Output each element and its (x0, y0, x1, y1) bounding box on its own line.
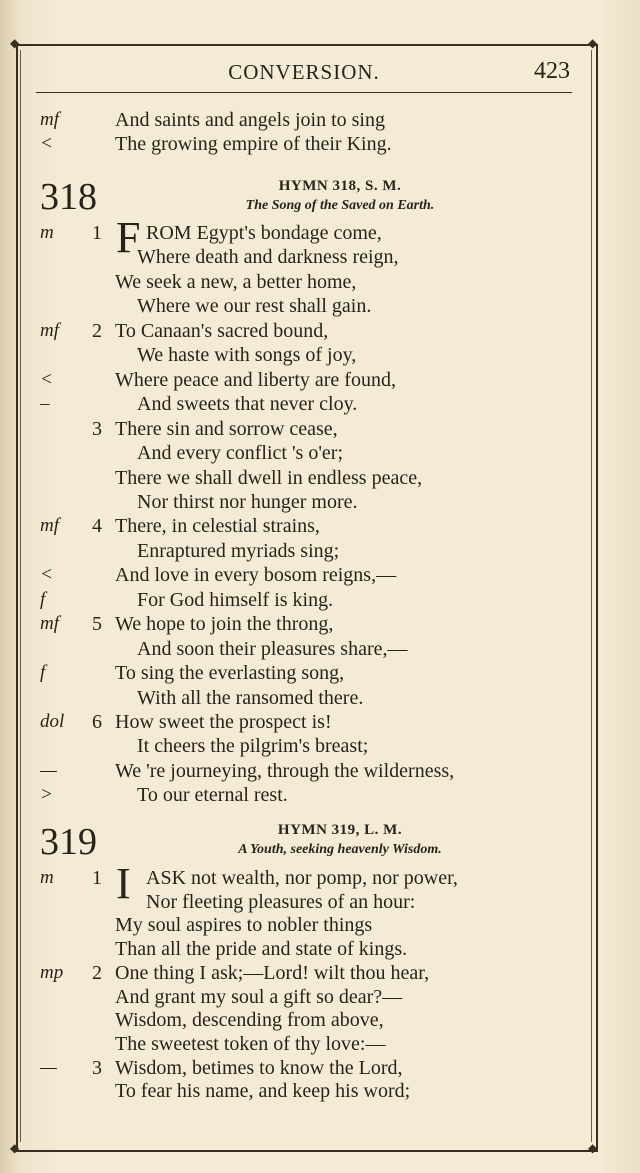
verse-number: 3 (92, 1056, 102, 1079)
hymn-line-text: And saints and angels join to sing (115, 109, 385, 131)
dynamic-mark: m (40, 867, 54, 888)
hymn-line (0, 318, 640, 344)
hymn-line (0, 1031, 640, 1057)
verse-number: 6 (92, 711, 102, 733)
hymn-line (0, 587, 640, 613)
running-head: CONVERSION. (228, 60, 380, 84)
dynamic-mark: mf (40, 613, 59, 635)
hymn-line-text: My soul aspires to nobler things (115, 914, 373, 937)
hymn-line (0, 960, 640, 986)
hymn-line (0, 685, 640, 711)
hymn-line-text: And soon their pleasures share,— (137, 637, 408, 660)
drop-cap: I (116, 859, 131, 908)
hymn-line (0, 1007, 640, 1033)
hymn-line (0, 220, 640, 246)
hymn-line-text: For God himself is king. (137, 588, 334, 611)
hymn-line-text: To Canaan's sacred bound, (115, 319, 329, 342)
hymn-line-text: And every conflict 's o'er; (137, 442, 344, 465)
hymn-line (0, 391, 640, 417)
hymn-line (0, 489, 640, 515)
hymn-line (0, 513, 640, 539)
dynamic-mark: mf (40, 319, 59, 341)
hymn-subtitle: A Youth, seeking heavenly Wisdom. (238, 842, 442, 857)
dynamic-mark: < (40, 133, 53, 154)
hymn-line (0, 538, 640, 564)
hymn-line (0, 416, 640, 442)
dynamic-mark: dol (40, 711, 65, 732)
page-header (36, 58, 572, 93)
dynamic-mark: < (40, 368, 53, 390)
verse-number: 2 (92, 961, 102, 984)
dynamic-mark: > (40, 784, 53, 806)
hymn-line (0, 936, 640, 962)
hymn-line (0, 269, 640, 295)
hymn-line-text: One thing I ask;—Lord! wilt thou hear, (115, 961, 430, 984)
hymn-line (0, 611, 640, 637)
hymn-heading: HYMN 318, S. M. (278, 178, 402, 194)
corner-ornament-icon: ◆ (588, 1141, 598, 1155)
hymn-line (0, 758, 640, 784)
dynamic-mark: mf (40, 109, 59, 130)
verse-number: 4 (92, 515, 102, 538)
dynamic-mark: m (40, 222, 54, 243)
dynamic-mark: — (40, 1056, 57, 1078)
hymn-line (0, 912, 640, 938)
hymn-line-text: We seek a new, a better home, (115, 270, 357, 293)
hymn-number: 318 (40, 176, 97, 218)
hymn-line-text: To sing the everlasting song, (115, 662, 345, 685)
hymn-line (0, 865, 640, 891)
hymn-line-text: Nor thirst nor hunger more. (137, 490, 358, 513)
hymn-line-text: And grant my soul a gift so dear?— (115, 985, 403, 1008)
hymn-line (0, 709, 640, 735)
hymn-line (0, 660, 640, 686)
hymn-heading: HYMN 319, L. M. (277, 822, 403, 838)
hymn-line-text: We hope to join the throng, (115, 613, 334, 636)
hymn-line (0, 1055, 640, 1081)
verse-number: 1 (92, 867, 102, 889)
hymn-line-text: To our eternal rest. (137, 784, 288, 807)
hymn-line (0, 293, 640, 319)
verse-number: 2 (92, 319, 102, 342)
dynamic-mark: mf (40, 515, 59, 537)
hymn-line (0, 107, 640, 133)
hymn-line-text: There, in celestial strains, (115, 515, 320, 538)
hymn-line-text: And sweets that never cloy. (137, 393, 358, 416)
hymn-line (0, 1078, 640, 1104)
hymn-line-text: And love in every bosom reigns,— (115, 564, 397, 587)
corner-ornament-icon: ◆ (10, 36, 20, 50)
dynamic-mark: — (40, 759, 57, 781)
page-number: 423 (534, 58, 570, 84)
dynamic-mark: mp (40, 961, 64, 983)
hymn-line (0, 562, 640, 588)
hymn-line-text: We 're journeying, through the wilderness, (115, 759, 455, 782)
hymn-line-text: Where death and darkness reign, (137, 246, 399, 269)
hymn-line-text: There sin and sorrow cease, (115, 417, 338, 440)
hymn-line (0, 440, 640, 466)
hymn-line (0, 984, 640, 1010)
hymn-line (0, 733, 640, 759)
hymn-line-text: How sweet the prospect is! (115, 711, 332, 733)
verse-number: 3 (92, 417, 102, 440)
hymn-subtitle: The Song of the Saved on Earth. (245, 198, 435, 213)
drop-cap: F (116, 213, 141, 262)
hymn-line-text: Nor fleeting pleasures of an hour: (146, 890, 416, 913)
corner-ornament-icon: ◆ (588, 36, 598, 50)
hymn-line (0, 782, 640, 808)
hymn-line (0, 889, 640, 915)
hymn-line-text: We haste with songs of joy, (137, 344, 357, 367)
hymn-line-text: To fear his name, and keep his word; (115, 1080, 411, 1103)
dynamic-mark: f (40, 588, 46, 610)
hymn-line (0, 465, 640, 491)
hymn-line (0, 244, 640, 270)
hymn-line-text: There we shall dwell in endless peace, (115, 466, 423, 489)
hymn-line-text: It cheers the pilgrim's breast; (137, 735, 369, 758)
hymn-line (0, 131, 640, 157)
hymn-line (0, 342, 640, 368)
corner-ornament-icon: ◆ (10, 1141, 20, 1155)
hymn-number: 319 (40, 821, 97, 863)
hymn-line-text: Where peace and liberty are found, (115, 368, 396, 391)
hymn-line-text: ROM Egypt's bondage come, (146, 222, 382, 244)
hymn-line-text: Enraptured myriads sing; (137, 539, 340, 562)
hymn-line-text: The growing empire of their King. (115, 133, 392, 155)
hymn-line-text: The sweetest token of thy love:— (115, 1032, 386, 1055)
hymn-line-text: With all the ransomed there. (137, 686, 364, 709)
dynamic-mark: f (40, 662, 46, 684)
hymn-line-text: ASK not wealth, nor pomp, nor power, (146, 867, 458, 889)
hymn-line (0, 367, 640, 393)
verse-number: 5 (92, 613, 102, 636)
hymn-line-text: Where we our rest shall gain. (137, 295, 372, 318)
dynamic-mark: < (40, 564, 53, 586)
verse-number: 1 (92, 222, 102, 244)
hymn-line-text: Wisdom, betimes to know the Lord, (115, 1056, 403, 1079)
hymn-line-text: Than all the pride and state of kings. (115, 938, 408, 961)
hymn-line-text: Wisdom, descending from above, (115, 1009, 384, 1032)
dynamic-mark: – (40, 393, 50, 415)
hymn-line (0, 636, 640, 662)
